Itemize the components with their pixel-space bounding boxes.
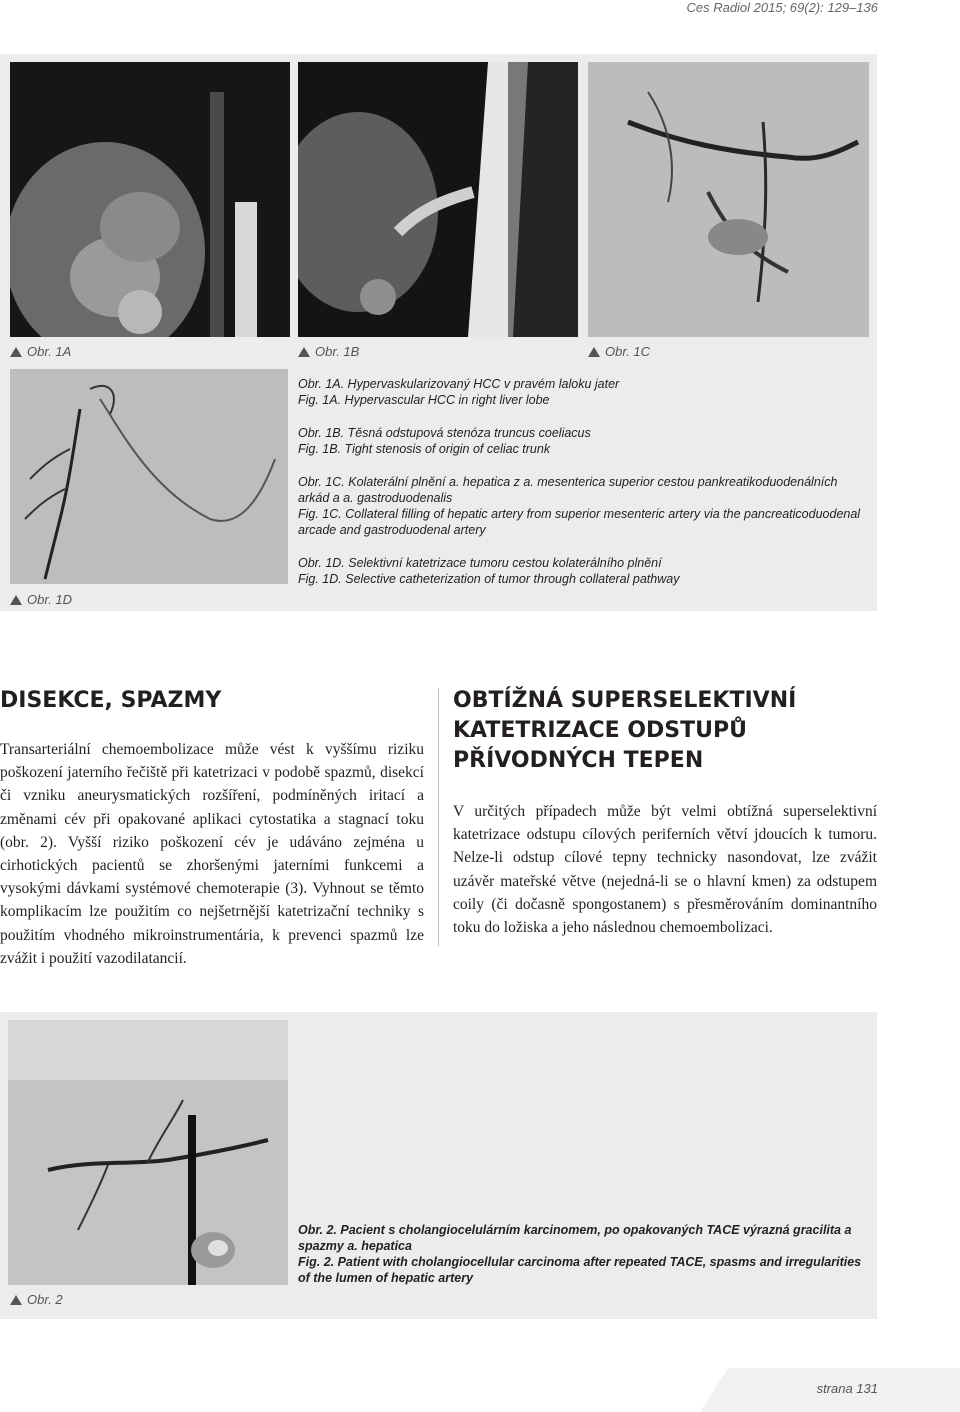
column-divider [438,688,439,946]
caption-1c-cz: Obr. 1C. Kolaterální plnění a. hepatica z a. mesenterica superior cestou pankreatikoduodenálních arkád a a. gastroduodenalis [298,475,838,505]
figure-1c-angiography-image [588,62,869,337]
triangle-up-icon [10,1295,22,1305]
figure-1b-label: Obr. 1B [298,344,359,359]
caption-1d-cz: Obr. 1D. Selektivní katetrizace tumoru cestou kolaterálního plnění [298,556,662,570]
caption-2-en: Fig. 2. Patient with cholangiocellular carcinoma after repeated TACE, spasms and irregularities of the lumen of hepatic artery [298,1255,862,1285]
triangle-up-icon [10,347,22,357]
figure-1d-label: Obr. 1D [10,592,72,607]
caption-1c-en: Fig. 1C. Collateral filling of hepatic artery from superior mesenteric artery via the pancreaticoduodenal arcade and gastroduodenal artery [298,507,861,537]
section-body-disekce: Transarteriální chemoembolizace může vést k vyššímu riziku poškození jaterního řečiště při katetrizaci v podobě spazmů, disekcí či vzniku aneurysmatických rozšíření, podmíněných iritací a změnami cév při opakované aplikaci cytostatika a stagnací toku (obr. 2). Vyšší riziko poškození cév je udáváno zejména u cirhotických pacientů se zhoršenými jaterními funkcemi a vysokými dávkami systémové chemoterapie (3). Vyhnout se těmto komplikacím lze použitím co nejšetrnější katetrizační techniky s použitím vhodného mikroinstrumentária, k prevenci spazmů lze zvážit i použití vazodilatancií. [0,741,424,967]
figure-1b-ct-image [298,62,578,337]
figure-1c-label: Obr. 1C [588,344,650,359]
figure-2-label: Obr. 2 [10,1292,63,1307]
caption-1d-en: Fig. 1D. Selective catheterization of tumor through collateral pathway [298,572,680,586]
caption-1b-cz: Obr. 1B. Těsná odstupová stenóza truncus coeliacus [298,426,591,440]
figure-1-captions [298,376,870,587]
triangle-up-icon [10,595,22,605]
caption-1b-en: Fig. 1B. Tight stenosis of origin of celiac trunk [298,442,551,456]
triangle-up-icon [588,347,600,357]
figure-1d-angiography-image [10,369,288,584]
figure-1a-label: Obr. 1A [10,344,71,359]
triangle-up-icon [298,347,310,357]
caption-1a-en: Fig. 1A. Hypervascular HCC in right liver lobe [298,393,550,407]
figure-1a-ct-image [10,62,290,337]
figure-2-angiography-image [8,1020,288,1285]
figure-2-caption [298,1222,870,1286]
section-title-superselektivni: OBTÍŽNÁ SUPERSELEKTIVNÍ KATETRIZACE ODSTUPŮ PŘÍVODNÝCH TEPEN [453,688,797,773]
caption-1a-cz: Obr. 1A. Hypervaskularizovaný HCC v pravém laloku jater [298,377,620,391]
journal-citation: Ces Radiol 2015; 69(2): 129–136 [686,0,878,15]
caption-2-cz: Obr. 2. Pacient s cholangiocelulárním karcinomem, po opakovaných TACE výrazná gracilita a spazmy a. hepatica [298,1223,852,1253]
page-number: strana 131 [816,1381,878,1396]
section-title-disekce: DISEKCE, SPAZMY [0,688,222,713]
section-body-superselektivni: V určitých případech může být velmi obtížná superselektivní katetrizace odstupu cílových periferních větví jdoucích k tumoru. Nelze-li odstup cílové tepny technicky nasondovat, lze zvážit uzávěr mateřské větve (nejedná-li se o hlavní kmen) za odstupem coily (či dočasně spongostanem) s přesměrováním dominantního toku do ložiska a jeho následnou chemoembolizaci. [453,803,877,937]
